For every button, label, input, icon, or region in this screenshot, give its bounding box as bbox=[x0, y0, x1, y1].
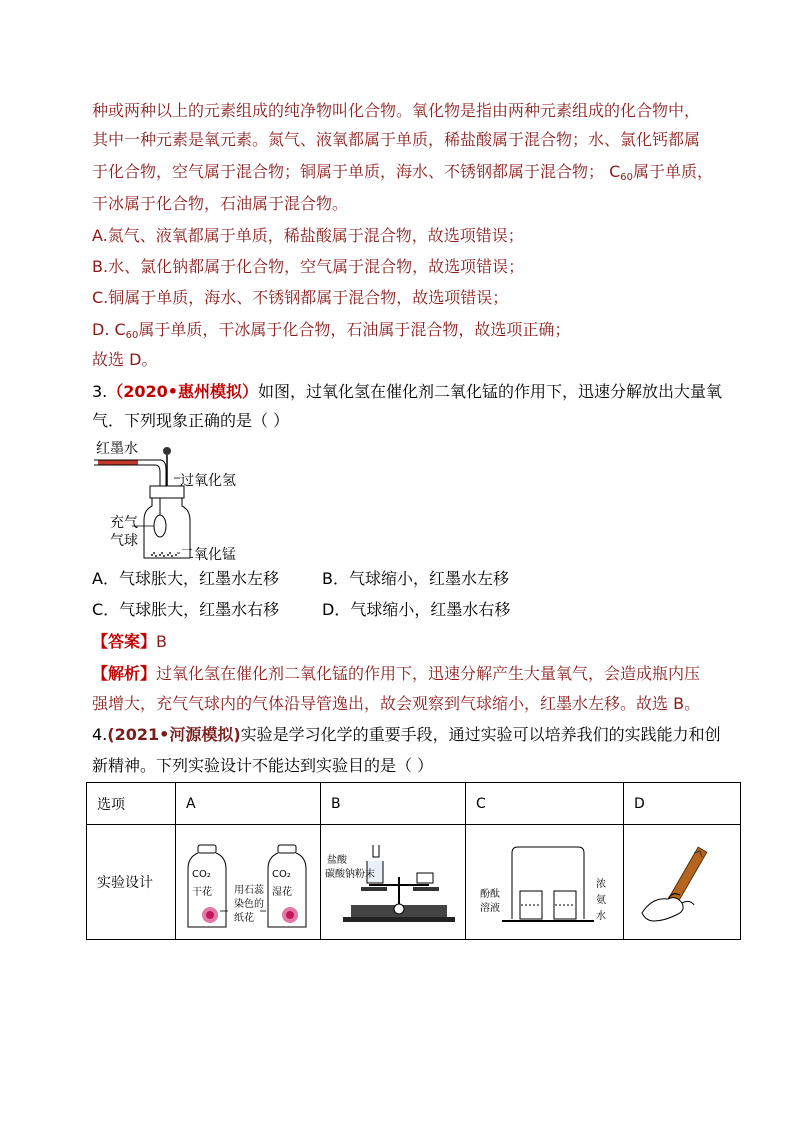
ammonia-label-2: 氨 bbox=[596, 895, 606, 906]
apparatus-diagram bbox=[92, 440, 262, 565]
intro-line-4: 干冰属于化合物，石油属于混合物。 bbox=[92, 194, 349, 213]
hcl-label: 盐酸 bbox=[327, 855, 347, 866]
question-3-line-1 bbox=[92, 382, 722, 402]
header-b: B bbox=[321, 783, 466, 825]
balloon-label-2: 气球 bbox=[110, 533, 138, 549]
intro-line-3-b: 属于单质， bbox=[633, 162, 714, 181]
dry-flower-label: 干花 bbox=[192, 887, 212, 898]
litmus-label-2: 染色的 bbox=[234, 899, 264, 910]
header-c: C bbox=[466, 783, 624, 825]
cell-a bbox=[176, 825, 321, 940]
option-b-analysis: B.水、氯化钠都属于化合物，空气属于混合物，故选项错误； bbox=[92, 257, 525, 276]
cell-c bbox=[466, 825, 624, 940]
intro-line-3-sub: 60 bbox=[620, 172, 633, 183]
analysis-tag: 【解析】 bbox=[92, 664, 157, 683]
question-4-number: 4. bbox=[92, 725, 108, 744]
question-4-source: (2021•河源模拟) bbox=[107, 725, 241, 744]
balloon-label-1: 充气 bbox=[110, 515, 138, 531]
manganese-dioxide-label: 二氧化锰 bbox=[180, 547, 236, 563]
phenolphthalein-label-2: 溶液 bbox=[480, 903, 500, 914]
litmus-label-1: 用石蕊 bbox=[234, 885, 264, 896]
question-4-text-1: 实验是学习化学的重要手段，通过实验可以培养我们的实践能力和创 bbox=[240, 725, 721, 744]
litmus-label-3: 纸花 bbox=[234, 913, 254, 924]
option-b: B．气球缩小，红墨水左移 bbox=[322, 569, 509, 588]
question-4-line-1 bbox=[92, 725, 721, 745]
analysis-line-2: 强增大，充气气球内的气体沿导管逸出，故会观察到气球缩小，红墨水左移。故选 B。 bbox=[92, 694, 701, 713]
hand-stick-drawing bbox=[624, 825, 740, 939]
intro-line-1: 种或两种以上的元素组成的纯净物叫化合物。氧化物是指由两种元素组成的化合物中， bbox=[92, 101, 701, 120]
cell-b bbox=[321, 825, 466, 940]
table-header-row bbox=[87, 783, 741, 825]
question-3-line-2: 气．下列现象正确的是（ ） bbox=[92, 411, 290, 430]
question-3-number: 3. bbox=[92, 382, 108, 401]
intro-line-2: 其中一种元素是氧元素。氮气、液氧都属于单质，稀盐酸属于混合物；水、氯化钙都属 bbox=[92, 130, 701, 149]
experiment-table bbox=[86, 782, 741, 940]
co2-right-label: CO₂ bbox=[272, 869, 291, 880]
row-label: 实验设计 bbox=[87, 825, 176, 940]
wet-flower-label: 湿花 bbox=[272, 887, 292, 898]
question-4-line-2: 新精神。下列实验设计不能达到实验目的是（ ） bbox=[92, 756, 434, 775]
option-a-analysis: A.氮气、液氧都属于单质，稀盐酸属于混合物，故选项错误； bbox=[92, 226, 524, 245]
header-d: D bbox=[624, 783, 741, 825]
sodium-carbonate-label: 碳酸钠粉末 bbox=[325, 869, 375, 880]
question-3-text-1: 如图，过氧化氢在催化剂二氧化锰的作用下，迅速分解放出大量氧 bbox=[258, 382, 723, 401]
answer-line bbox=[92, 632, 167, 652]
analysis-line-1 bbox=[92, 664, 700, 684]
cell-d bbox=[624, 825, 741, 940]
ammonia-label-1: 浓 bbox=[596, 879, 606, 890]
intro-line-3 bbox=[92, 162, 713, 188]
answer-tag: 【答案】 bbox=[92, 632, 157, 651]
option-c: C．气球胀大，红墨水右移 bbox=[92, 600, 280, 619]
balance-drawing bbox=[321, 825, 465, 939]
table-design-row bbox=[87, 825, 741, 940]
question-3-source: （2020•惠州模拟） bbox=[107, 382, 259, 401]
option-d: D．气球缩小，红墨水右移 bbox=[322, 600, 511, 619]
option-d-analysis bbox=[92, 320, 570, 346]
hydrogen-peroxide-label: 过氧化氢 bbox=[180, 473, 236, 489]
choose-d: 故选 D。 bbox=[92, 350, 158, 369]
intro-line-3-a: 于化合物，空气属于混合物；铜属于单质，海水、不锈钢都属于混合物； C bbox=[92, 162, 621, 181]
option-c-analysis: C.铜属于单质，海水、不锈钢都属于混合物，故选项错误； bbox=[92, 288, 509, 307]
ammonia-label-3: 水 bbox=[596, 911, 606, 922]
option-d-pre: D. C bbox=[92, 320, 126, 339]
option-a: A．气球胀大，红墨水左移 bbox=[92, 569, 279, 588]
header-option: 选项 bbox=[87, 783, 176, 825]
header-a: A bbox=[176, 783, 321, 825]
phenolphthalein-label-1: 酚酞 bbox=[480, 889, 500, 900]
co2-left-label: CO₂ bbox=[192, 869, 211, 880]
answer-value: B bbox=[156, 632, 167, 651]
option-d-sub: 60 bbox=[125, 330, 139, 341]
analysis-text-1: 过氧化氢在催化剂二氧化锰的作用下，迅速分解产生大量氧气，会造成瓶内压 bbox=[156, 664, 701, 683]
red-ink-label: 红墨水 bbox=[96, 441, 138, 457]
option-d-post: 属于单质，干冰属于化合物，石油属于混合物，故选项正确； bbox=[138, 320, 571, 339]
